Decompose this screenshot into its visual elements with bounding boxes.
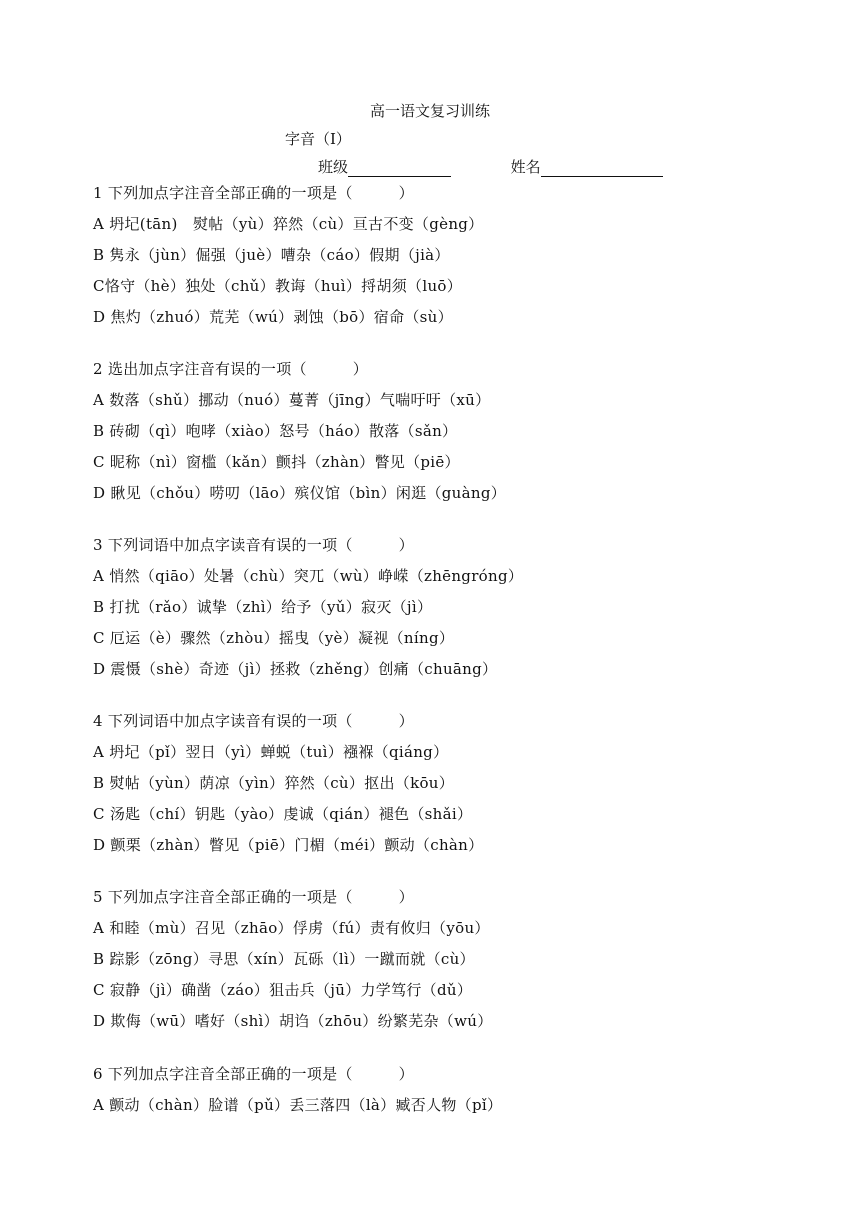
title-text: 高一语文复习训练 [369, 102, 490, 120]
option-d: D 颤栗（zhàn）瞥见（piē）门楣（méi）颤动（chàn） [93, 836, 484, 854]
option-b: B 砖砌（qì）咆哮（xiào）怒号（háo）散落（sǎn） [93, 422, 458, 440]
option-b: B 踪影（zōng）寻思（xín）瓦砾（lì）一蹴而就（cù） [93, 950, 475, 968]
option-d: D 瞅见（chǒu）唠叨（lāo）殡仪馆（bìn）闲逛（guàng） [93, 484, 507, 502]
question-stem: 6 下列加点字注音全部正确的一项是（ ） [93, 1065, 414, 1083]
option-d: D 震慑（shè）奇迹（jì）拯救（zhěng）创痛（chuāng） [93, 660, 498, 678]
option-d: D 欺侮（wū）嗜好（shì）胡诌（zhōu）纷繁芜杂（wú） [93, 1012, 493, 1030]
option-b: B 打扰（rǎo）诚挚（zhì）给予（yǔ）寂灭（jì） [93, 598, 433, 616]
student-info-row [318, 156, 663, 177]
question-stem: 1 下列加点字注音全部正确的一项是（ ） [93, 184, 414, 202]
question-4 [93, 706, 483, 861]
class-field[interactable] [348, 159, 451, 177]
question-6 [93, 1059, 502, 1121]
question-2 [93, 354, 506, 509]
document-subtitle: 字音（Ⅰ） [285, 130, 351, 148]
question-5 [93, 882, 493, 1037]
question-stem: 5 下列加点字注音全部正确的一项是（ ） [93, 888, 414, 906]
question-stem: 4 下列词语中加点字读音有误的一项（ ） [93, 712, 414, 730]
option-c: C 汤匙（chí）钥匙（yào）虔诚（qián）褪色（shǎi） [93, 805, 473, 823]
option-b: B 隽永（jùn）倔强（juè）嘈杂（cáo）假期（jià） [93, 246, 450, 264]
option-d: D 焦灼（zhuó）荒芜（wú）剥蚀（bō）宿命（sù） [93, 308, 453, 326]
option-c: C 昵称（nì）窗槛（kǎn）颤抖（zhàn）瞥见（piē） [93, 453, 460, 471]
option-a: A 数落（shǔ）挪动（nuó）蔓菁（jīng）气喘吁吁（xū） [93, 391, 491, 409]
option-a: A 颤动（chàn）脸谱（pǔ）丢三落四（là）臧否人物（pǐ） [93, 1096, 503, 1114]
option-c: C 寂静（jì）确凿（záo）狙击兵（jū）力学笃行（dǔ） [93, 981, 473, 999]
question-stem: 2 选出加点字注音有误的一项（ ） [93, 360, 369, 378]
option-a: A 坍圮(tān) 熨帖（yù）猝然（cù）亘古不变（gèng） [93, 215, 484, 233]
question-1 [93, 178, 483, 333]
option-a: A 和睦（mù）召见（zhāo）俘虏（fú）责有攸归（yōu） [93, 919, 490, 937]
name-label: 姓名 [510, 158, 541, 176]
option-b: B 熨帖（yùn）荫凉（yìn）猝然（cù）抠出（kōu） [93, 774, 455, 792]
document-title [0, 100, 860, 121]
name-field[interactable] [541, 159, 663, 177]
option-c: C恪守（hè）独处（chǔ）教诲（huì）捋胡须（luō） [93, 277, 463, 295]
option-a: A 坍圮（pǐ）翌日（yì）蝉蜕（tuì）襁褓（qiáng） [93, 743, 449, 761]
question-3 [93, 530, 523, 685]
option-c: C 厄运（è）骤然（zhòu）摇曳（yè）凝视（níng） [93, 629, 455, 647]
class-label: 班级 [318, 158, 349, 176]
option-a: A 悄然（qiāo）处暑（chù）突兀（wù）峥嵘（zhēngróng） [93, 567, 524, 585]
question-stem: 3 下列词语中加点字读音有误的一项（ ） [93, 536, 414, 554]
